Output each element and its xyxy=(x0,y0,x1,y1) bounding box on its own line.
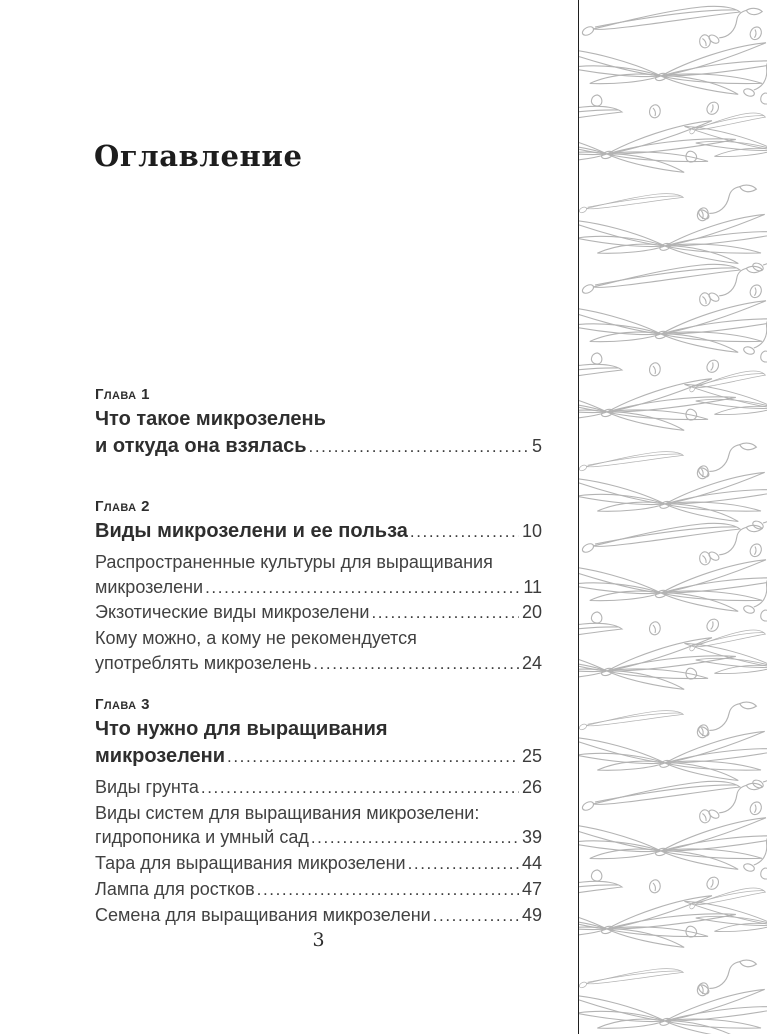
toc-line-text: и откуда она взялась xyxy=(95,435,307,457)
page-ref: 49 xyxy=(521,904,542,925)
folio-page-number: 3 xyxy=(312,929,325,951)
page-ref: 44 xyxy=(521,853,542,874)
toc-line-text: Тара для выращивания микрозелени xyxy=(95,853,406,874)
chapter-entries xyxy=(95,775,542,928)
toc-line xyxy=(95,903,542,929)
toc-line xyxy=(95,600,542,626)
dot-leader xyxy=(257,878,519,903)
toc-line xyxy=(95,550,542,575)
toc-chapter xyxy=(95,696,542,928)
table-of-contents xyxy=(95,0,542,1034)
toc-line-text: микрозелени xyxy=(95,745,226,767)
toc-line-text: Семена для выращивания микрозелени xyxy=(95,904,431,925)
toc-line xyxy=(95,518,542,545)
page-ref: 47 xyxy=(521,878,542,899)
toc-line xyxy=(95,877,542,903)
toc-line xyxy=(95,743,542,770)
toc-line-text: Что нужно для выращивания xyxy=(95,718,388,740)
toc-line-text: Кому можно, а кому не рекомендуется xyxy=(95,628,417,649)
dot-leader xyxy=(227,743,519,770)
dot-leader xyxy=(371,601,519,626)
page-ref: 26 xyxy=(521,777,542,797)
page-ref: 25 xyxy=(521,746,542,766)
toc-line xyxy=(95,406,542,433)
dot-leader xyxy=(433,904,519,929)
toc-line-text: Лампа для ростков xyxy=(95,878,255,899)
chapter-label: Глава 2 xyxy=(95,498,150,515)
toc-line xyxy=(95,626,542,651)
dot-leader xyxy=(311,826,519,851)
sprouts-pattern-illustration xyxy=(579,0,767,1034)
dot-leader xyxy=(201,776,519,801)
toc-line-text: гидропоника и умный сад xyxy=(95,827,309,848)
page-ref: 39 xyxy=(521,827,542,848)
toc-line-text: Виды систем для выращивания микрозелени: xyxy=(95,802,480,823)
toc-chapter xyxy=(95,498,542,677)
page-ref: 5 xyxy=(531,436,542,456)
toc-line xyxy=(95,575,542,601)
dot-leader xyxy=(408,852,519,877)
toc-line xyxy=(95,651,542,677)
toc-line xyxy=(95,851,542,877)
toc-line xyxy=(95,433,542,460)
toc-line-text: Экзотические виды микрозелени xyxy=(95,602,370,623)
chapter-label: Глава 1 xyxy=(95,386,150,403)
dot-leader xyxy=(410,518,519,545)
toc-line xyxy=(95,801,542,826)
dot-leader xyxy=(309,433,529,460)
toc-line-text: Что такое микрозелень xyxy=(95,408,326,430)
page-title: Оглавление xyxy=(94,139,303,173)
toc-line-text: Распространенные культуры для выращивания xyxy=(95,552,493,572)
toc-line-text: употреблять микрозелень xyxy=(95,652,312,673)
toc-line-text: микрозелени xyxy=(95,576,204,597)
page-ref: 24 xyxy=(521,652,542,673)
toc-chapter xyxy=(95,386,542,460)
page-ref: 10 xyxy=(521,521,542,541)
toc-line-text: Виды грунта xyxy=(95,777,199,797)
dot-leader xyxy=(205,576,520,601)
toc-line xyxy=(95,775,542,801)
chapter-label: Глава 3 xyxy=(95,696,150,713)
chapter-entries xyxy=(95,550,542,677)
dot-leader xyxy=(313,652,519,677)
decorative-sprouts-band xyxy=(578,0,768,1034)
page-ref: 20 xyxy=(521,602,542,623)
toc-line xyxy=(95,825,542,851)
toc-line-text: Виды микрозелени и ее польза xyxy=(95,520,408,542)
toc-line xyxy=(95,716,542,743)
page-ref: 11 xyxy=(523,576,542,597)
